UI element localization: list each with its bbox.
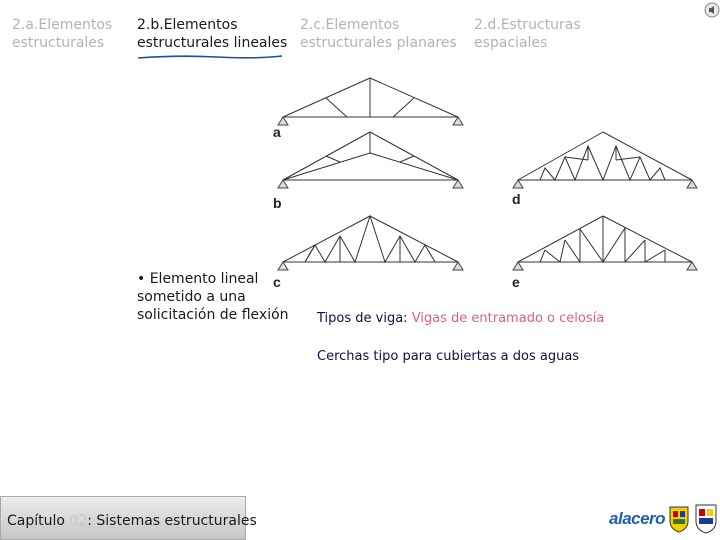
footer-prefix: Capítulo: [7, 513, 70, 529]
tab-label-line2: estructurales planares: [300, 35, 457, 51]
truss-c: [283, 216, 458, 262]
footer-bar: [0, 496, 257, 540]
truss-e: [518, 216, 692, 262]
figure-label-e: e: [512, 274, 520, 290]
alacero-logo: [609, 509, 665, 529]
truss-a: [283, 78, 458, 117]
tab-label-line1: 2.c.Elementos: [300, 17, 400, 33]
logo-acero: acero: [622, 509, 666, 528]
figure-label-a: a: [273, 124, 281, 140]
logo-al: al: [609, 509, 623, 528]
footer-number: 02: [69, 513, 88, 529]
university-seal-icon: [694, 503, 718, 534]
caption-accent: Vigas de entramado o celosía: [411, 311, 605, 326]
tab-label-line2: espaciales: [474, 35, 548, 51]
tab-label-line1: 2.d.Estructuras: [474, 17, 581, 33]
figure-label-b: b: [273, 195, 282, 211]
truss-d: [518, 132, 692, 180]
caption-prefix: Tipos de viga:: [317, 311, 412, 326]
figure-label-c: c: [273, 274, 281, 290]
footer-chapter: [7, 513, 257, 529]
tab-label-line1: 2.b.Elementos: [137, 17, 238, 33]
bullet-text: • Elemento lineal sometido a una solicitación de flexión: [137, 271, 289, 323]
footer-suffix: : Sistemas estructurales: [87, 513, 257, 529]
university-crest-icon: [668, 505, 690, 533]
tab-label-line2: estructurales: [12, 35, 105, 51]
tab-label-line1: 2.a.Elementos: [12, 17, 113, 33]
caption-tipos-de-viga: [317, 310, 604, 328]
tab-label-line2: estructurales lineales: [137, 35, 288, 51]
figure-label-d: d: [512, 191, 521, 207]
caption-cerchas: Cerchas tipo para cubiertas a dos aguas: [317, 349, 580, 364]
truss-b: [283, 132, 458, 180]
